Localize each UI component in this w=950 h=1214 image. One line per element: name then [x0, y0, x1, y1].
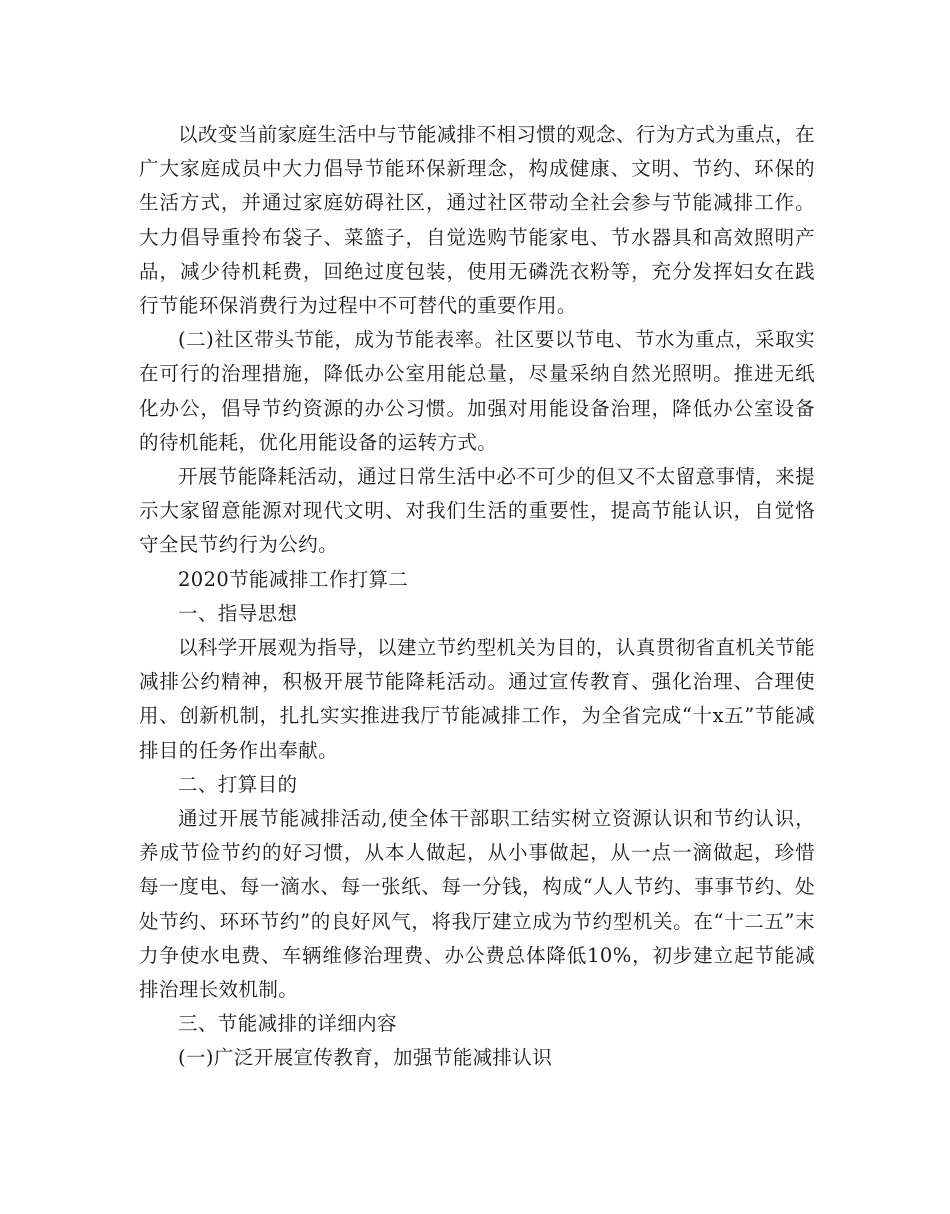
section-title-plan-two: 2020节能减排工作打算二: [178, 567, 409, 591]
heading-publicity-education: (一)广泛开展宣传教育，加强节能减排认识: [178, 1046, 553, 1070]
heading-guiding-ideology: 一、指导思想: [178, 601, 298, 625]
document-body: [139, 118, 815, 1076]
paragraph-community: (二)社区带头节能，成为节能表率。社区要以节电、节水为重点，采取实在可行的治理措施，降低办公室用能总量，尽量采纳自然光照明。推进无纸化办公，倡导节约资源的办公习惯。加强对用能设备治理，降低办公室设备的待机能耗，优化用能设备的运转方式。: [139, 328, 815, 454]
paragraph-activities: 开展节能降耗活动，通过日常生活中必不可少的但又不太留意事情，来提示大家留意能源对现代文明、对我们生活的重要性，提高节能认识，自觉恪守全民节约行为公约。: [139, 465, 815, 557]
heading-detailed-content: 三、节能减排的详细内容: [178, 1012, 397, 1036]
paragraph-plan-goals: 通过开展节能减排活动,使全体干部职工结实树立资源认识和节约认识，养成节俭节约的好习惯，从本人做起，从小事做起，从一点一滴做起，珍惜每一度电、每一滴水、每一张纸、每一分钱，构成“人人节约、事事节约、处处节约、环环节约”的良好风气，将我厅建立成为节约型机关。在“十二五”末力争使水电费、车辆维修治理费、办公费总体降低10%，初步建立起节能减排治理长效机制。: [139, 807, 815, 1002]
paragraph-household: 以改变当前家庭生活中与节能减排不相习惯的观念、行为方式为重点，在广大家庭成员中大力倡导节能环保新理念，构成健康、文明、节约、环保的生活方式，并通过家庭妨碍社区，通过社区带动全社会参与节能减排工作。大力倡导重拎布袋子、菜篮子，自觉选购节能家电、节水器具和高效照明产品，减少待机耗费，回绝过度包装，使用无磷洗衣粉等，充分发挥妇女在践行节能环保消费行为过程中不可替代的重要作用。: [139, 123, 815, 318]
heading-plan-goals: 二、打算目的: [178, 772, 298, 796]
paragraph-guiding-ideology: 以科学开展观为指导，以建立节约型机关为目的，认真贯彻省直机关节能减排公约精神，积极开展节能降耗活动。通过宣传教育、强化治理、合理使用、创新机制，扎扎实实推进我厅节能减排工作，为全省完成“十x五”节能减排目的任务作出奉献。: [139, 636, 815, 762]
